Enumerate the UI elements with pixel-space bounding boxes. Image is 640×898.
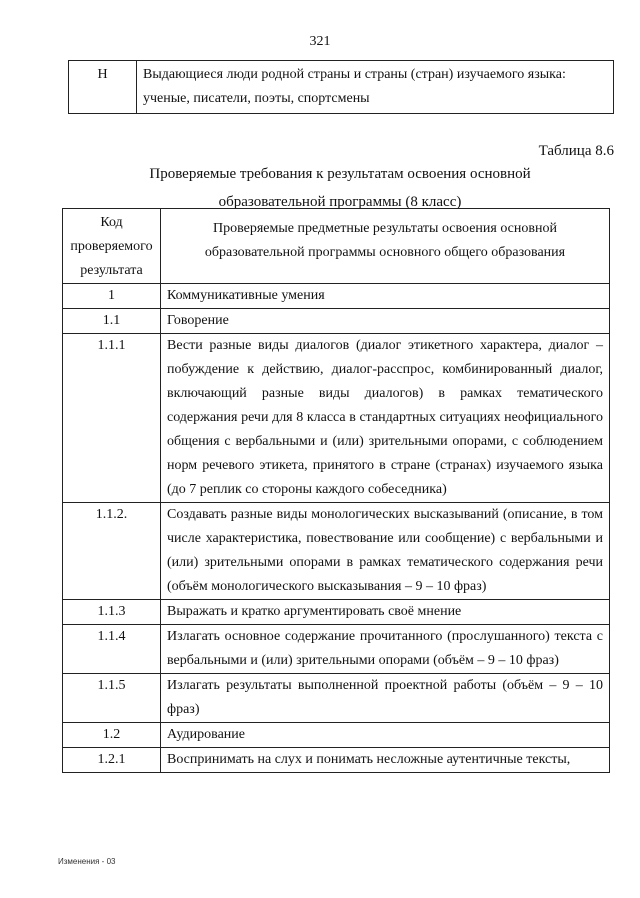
table-row xyxy=(63,309,610,334)
row-code: 1.1.2. xyxy=(63,503,161,600)
row-code: Н xyxy=(69,61,137,114)
table-caption-line: образовательной программы (8 класс) xyxy=(218,194,462,210)
top-table xyxy=(68,60,614,114)
table-row xyxy=(63,674,610,723)
table-caption-line: Проверяемые требования к результатам освоения основной xyxy=(149,166,531,182)
row-text: Коммуникативные умения xyxy=(161,284,610,309)
table-number: Таблица 8.6 xyxy=(538,143,614,159)
row-text: Излагать результаты выполненной проектной работы (объём – 9 – 10 фраз) xyxy=(161,674,610,723)
header-desc: Проверяемые предметные результаты освоения основной образовательной программы основного общего образования xyxy=(161,209,610,284)
row-code: 1 xyxy=(63,284,161,309)
row-code: 1.1.3 xyxy=(63,600,161,625)
table-row xyxy=(63,503,610,600)
row-code: 1.1.4 xyxy=(63,625,161,674)
footer-revision: Изменения - 03 xyxy=(58,857,116,866)
row-code: 1.2.1 xyxy=(63,748,161,773)
row-text: Вести разные виды диалогов (диалог этикетного характера, диалог – побуждение к действию, диалог-расспрос, комбинированный диалог, включающий разные виды диалогов) в рамках тематического содержания речи для 8 класса в стандартных ситуациях неофициального общения с вербальными и (или) зрительными опорами, с соблюдением норм речевого этикета, принятого в стране (странах) изучаемого языка (до 7 реплик со стороны каждого собеседника) xyxy=(161,334,610,503)
row-text: Выдающиеся люди родной страны и страны (стран) изучаемого языка: ученые, писатели, поэты, спортсмены xyxy=(137,61,614,114)
table-row xyxy=(63,748,610,773)
table-row xyxy=(63,334,610,503)
row-text: Создавать разные виды монологических высказываний (описание, в том числе характеристика, повествование или сообщение) с вербальными и (или) зрительными опорами в рамках тематического содержания речи (объём монологического высказывания – 9 – 10 фраз) xyxy=(161,503,610,600)
requirements-table xyxy=(62,208,610,773)
table-row xyxy=(63,723,610,748)
row-text: Выражать и кратко аргументировать своё мнение xyxy=(161,600,610,625)
table-row xyxy=(63,600,610,625)
row-code: 1.1 xyxy=(63,309,161,334)
table-row xyxy=(63,284,610,309)
row-text: Аудирование xyxy=(161,723,610,748)
row-text: Излагать основное содержание прочитанного (прослушанного) текста с вербальными и (или) зрительными опорами (объём – 9 – 10 фраз) xyxy=(161,625,610,674)
header-code: Код проверяемого результата xyxy=(63,209,161,284)
page-number: 321 xyxy=(309,34,331,49)
table-header-row xyxy=(63,209,610,284)
table-row xyxy=(63,625,610,674)
row-text: Воспринимать на слух и понимать несложные аутентичные тексты, xyxy=(161,748,610,773)
row-code: 1.1.1 xyxy=(63,334,161,503)
row-code: 1.1.5 xyxy=(63,674,161,723)
table-row xyxy=(69,61,614,114)
row-text: Говорение xyxy=(161,309,610,334)
row-code: 1.2 xyxy=(63,723,161,748)
